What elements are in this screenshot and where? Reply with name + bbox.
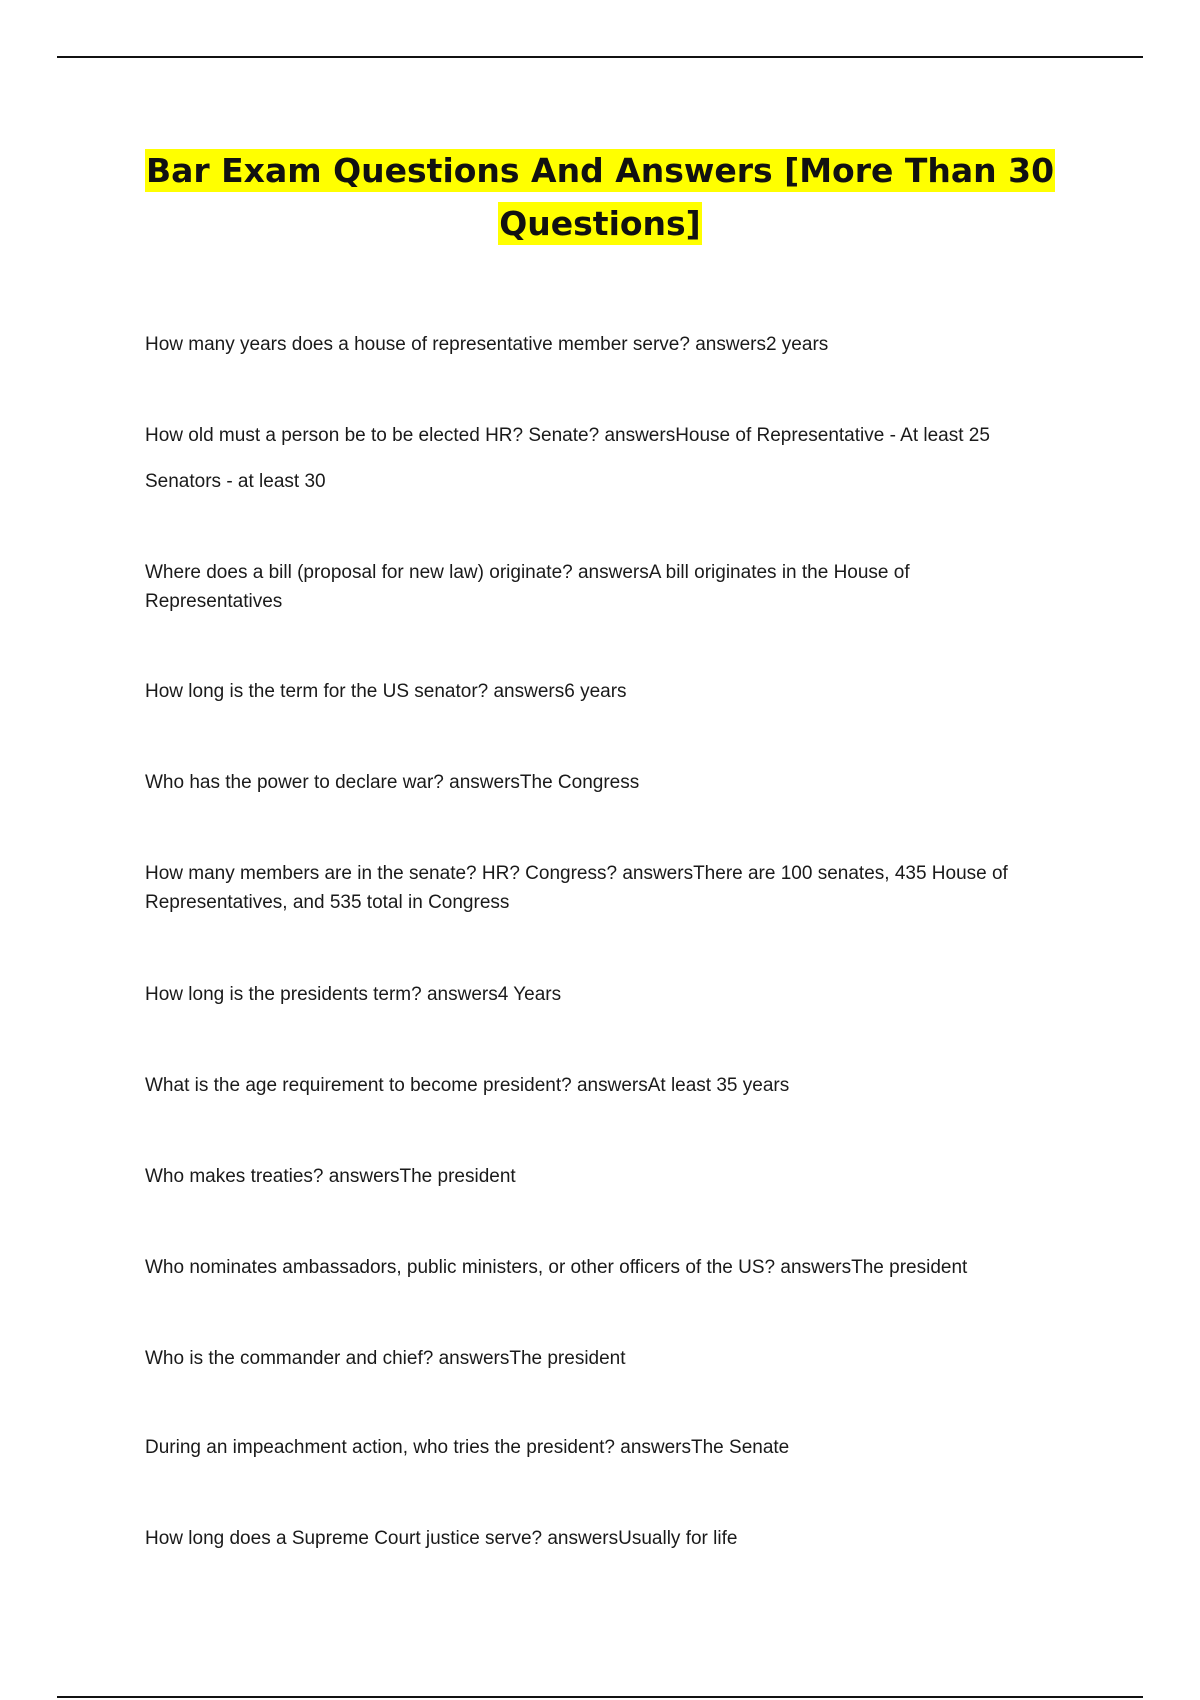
- qa-text: How many years does a house of representative member serve? answers2 years: [145, 334, 829, 355]
- qa-item: [145, 1344, 1065, 1373]
- qa-item: [145, 1253, 1065, 1282]
- qa-item: [145, 1071, 1065, 1100]
- qa-item: [145, 1524, 1065, 1553]
- qa-text-continued: Senators - at least 30: [145, 471, 326, 492]
- top-rule: [57, 56, 1143, 58]
- qa-text: During an impeachment action, who tries the president? answersThe Senate: [145, 1437, 790, 1458]
- qa-text: What is the age requirement to become president? answersAt least 35 years: [145, 1075, 790, 1096]
- title-line-1: Bar Exam Questions And Answers [More Than 30: [145, 151, 1055, 190]
- document-title: [120, 144, 1080, 250]
- qa-text: Who nominates ambassadors, public ministers, or other officers of the US? answersThe president: [145, 1257, 968, 1278]
- qa-item: [145, 421, 1065, 496]
- qa-text: Who is the commander and chief? answersThe president: [145, 1348, 626, 1369]
- qa-text-continued: Representatives: [145, 591, 283, 612]
- qa-item: [145, 1162, 1065, 1191]
- qa-text: Who has the power to declare war? answersThe Congress: [145, 772, 640, 793]
- qa-item: [145, 558, 1065, 616]
- bottom-rule: [57, 1696, 1143, 1698]
- title-line-2: Questions]: [499, 204, 701, 243]
- qa-text: Where does a bill (proposal for new law) originate? answersA bill originates in the House of: [145, 562, 910, 583]
- qa-item: [145, 677, 1065, 706]
- qa-item: [145, 980, 1065, 1009]
- qa-text: How long does a Supreme Court justice serve? answersUsually for life: [145, 1528, 738, 1549]
- qa-item: [145, 859, 1065, 917]
- qa-text-continued: Representatives, and 535 total in Congress: [145, 892, 510, 913]
- qa-text: How long is the term for the US senator? answers6 years: [145, 681, 627, 702]
- qa-item: [145, 1433, 1065, 1462]
- qa-text: How many members are in the senate? HR? Congress? answersThere are 100 senates, 435 House of: [145, 863, 1008, 884]
- qa-text: How long is the presidents term? answers4 Years: [145, 984, 562, 1005]
- qa-text: Who makes treaties? answersThe president: [145, 1166, 516, 1187]
- qa-item: [145, 330, 1065, 359]
- qa-text: How old must a person be to be elected HR? Senate? answersHouse of Representative - At least 25: [145, 425, 990, 446]
- qa-item: [145, 768, 1065, 797]
